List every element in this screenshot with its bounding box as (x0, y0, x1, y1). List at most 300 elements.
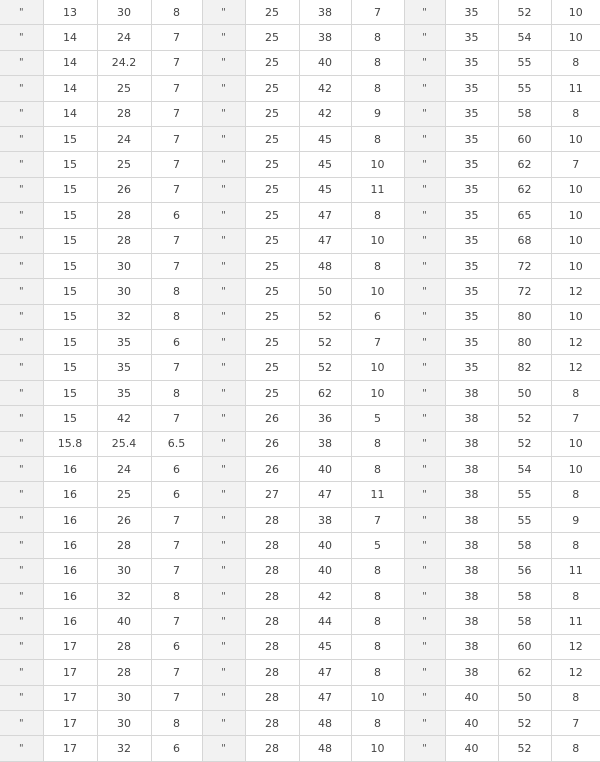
table-cell: 40 (97, 609, 151, 634)
ditto-mark-cell: " (0, 152, 43, 177)
table-row (0, 583, 600, 608)
table-cell: 62 (498, 660, 551, 685)
table-cell: 25 (97, 76, 151, 101)
table-cell: 25 (245, 25, 299, 50)
table-cell: 35 (445, 279, 498, 304)
table-cell: 7 (151, 76, 202, 101)
table-cell: 72 (498, 279, 551, 304)
table-cell: 28 (97, 660, 151, 685)
ditto-mark-cell: " (202, 228, 245, 253)
ditto-mark-cell: " (202, 736, 245, 761)
table-cell: 8 (351, 431, 404, 456)
table-cell: 45 (299, 634, 351, 659)
table-cell: 8 (151, 304, 202, 329)
table-cell: 25 (97, 482, 151, 507)
table-cell: 17 (43, 710, 97, 735)
ditto-mark-cell: " (202, 152, 245, 177)
table-cell: 25 (245, 177, 299, 202)
table-cell: 28 (245, 736, 299, 761)
table-row (0, 101, 600, 126)
table-cell: 10 (551, 304, 600, 329)
ditto-mark-cell: " (404, 431, 445, 456)
ditto-mark-cell: " (0, 0, 43, 25)
ditto-mark-cell: " (404, 482, 445, 507)
table-cell: 8 (351, 253, 404, 278)
table-cell: 60 (498, 634, 551, 659)
table-cell: 8 (151, 279, 202, 304)
table-cell: 45 (299, 126, 351, 151)
table-cell: 65 (498, 203, 551, 228)
ditto-mark-cell: " (202, 330, 245, 355)
table-cell: 28 (245, 660, 299, 685)
ditto-mark-cell: " (202, 355, 245, 380)
ditto-mark-cell: " (404, 533, 445, 558)
table-cell: 52 (498, 406, 551, 431)
table-cell: 17 (43, 660, 97, 685)
table-cell: 35 (445, 355, 498, 380)
table-cell: 50 (299, 279, 351, 304)
table-cell: 40 (445, 685, 498, 710)
ditto-mark-cell: " (0, 101, 43, 126)
table-cell: 8 (551, 533, 600, 558)
table-cell: 47 (299, 685, 351, 710)
table-cell: 35 (445, 253, 498, 278)
table-cell: 7 (351, 330, 404, 355)
table-cell: 8 (551, 380, 600, 405)
ditto-mark-cell: " (202, 583, 245, 608)
ditto-mark-cell: " (0, 330, 43, 355)
ditto-mark-cell: " (0, 507, 43, 532)
table-cell: 28 (245, 583, 299, 608)
table-cell: 58 (498, 101, 551, 126)
table-cell: 35 (445, 126, 498, 151)
table-cell: 28 (245, 634, 299, 659)
ditto-mark-cell: " (202, 507, 245, 532)
table-cell: 25 (245, 228, 299, 253)
ditto-mark-cell: " (0, 304, 43, 329)
table-cell: 17 (43, 736, 97, 761)
ditto-mark-cell: " (202, 482, 245, 507)
table-cell: 47 (299, 660, 351, 685)
table-cell: 7 (151, 685, 202, 710)
table-row (0, 330, 600, 355)
ditto-mark-cell: " (404, 253, 445, 278)
table-cell: 38 (299, 431, 351, 456)
ditto-mark-cell: " (0, 253, 43, 278)
table-row (0, 279, 600, 304)
table-cell: 10 (351, 152, 404, 177)
table-cell: 30 (97, 685, 151, 710)
ditto-mark-cell: " (0, 203, 43, 228)
table-cell: 28 (245, 533, 299, 558)
ditto-mark-cell: " (404, 330, 445, 355)
ditto-mark-cell: " (202, 253, 245, 278)
table-cell: 8 (351, 609, 404, 634)
ditto-mark-cell: " (404, 126, 445, 151)
ditto-mark-cell: " (404, 609, 445, 634)
table-cell: 38 (445, 406, 498, 431)
table-cell: 6 (151, 203, 202, 228)
table-cell: 15 (43, 253, 97, 278)
table-cell: 24 (97, 457, 151, 482)
table-cell: 25 (97, 152, 151, 177)
table-cell: 7 (151, 406, 202, 431)
ditto-mark-cell: " (404, 50, 445, 75)
ditto-mark-cell: " (0, 431, 43, 456)
ditto-mark-cell: " (202, 76, 245, 101)
ditto-mark-cell: " (0, 609, 43, 634)
table-cell: 7 (151, 355, 202, 380)
table-cell: 7 (151, 533, 202, 558)
ditto-mark-cell: " (202, 380, 245, 405)
table-cell: 25 (245, 50, 299, 75)
table-cell: 16 (43, 558, 97, 583)
table-cell: 8 (551, 685, 600, 710)
table-row (0, 177, 600, 202)
table-cell: 12 (551, 355, 600, 380)
table-cell: 40 (445, 710, 498, 735)
table-cell: 10 (551, 228, 600, 253)
table-row (0, 736, 600, 761)
ditto-mark-cell: " (404, 355, 445, 380)
table-cell: 82 (498, 355, 551, 380)
table-cell: 54 (498, 25, 551, 50)
table-cell: 42 (299, 583, 351, 608)
table-cell: 52 (299, 304, 351, 329)
table-cell: 35 (445, 25, 498, 50)
table-row (0, 76, 600, 101)
table-cell: 15 (43, 228, 97, 253)
table-cell: 10 (351, 736, 404, 761)
table-cell: 8 (551, 101, 600, 126)
table-cell: 7 (151, 50, 202, 75)
table-cell: 10 (551, 25, 600, 50)
table-cell: 36 (299, 406, 351, 431)
table-cell: 15 (43, 279, 97, 304)
ditto-mark-cell: " (0, 406, 43, 431)
table-cell: 40 (299, 558, 351, 583)
table-cell: 25 (245, 126, 299, 151)
ditto-mark-cell: " (404, 76, 445, 101)
table-cell: 10 (351, 380, 404, 405)
ditto-mark-cell: " (404, 203, 445, 228)
table-cell: 38 (445, 583, 498, 608)
table-row (0, 634, 600, 659)
table-cell: 24 (97, 126, 151, 151)
table-cell: 7 (151, 126, 202, 151)
table-cell: 60 (498, 126, 551, 151)
table-cell: 25 (245, 304, 299, 329)
table-cell: 7 (351, 0, 404, 25)
table-cell: 58 (498, 609, 551, 634)
table-cell: 25 (245, 355, 299, 380)
table-cell: 10 (351, 279, 404, 304)
table-cell: 7 (151, 660, 202, 685)
ditto-mark-cell: " (202, 609, 245, 634)
table-row (0, 380, 600, 405)
table-cell: 10 (551, 177, 600, 202)
ditto-mark-cell: " (202, 533, 245, 558)
table-cell: 25 (245, 0, 299, 25)
table-cell: 8 (351, 126, 404, 151)
table-cell: 68 (498, 228, 551, 253)
ditto-mark-cell: " (0, 533, 43, 558)
table-row (0, 228, 600, 253)
table-cell: 38 (445, 558, 498, 583)
table-cell: 35 (445, 0, 498, 25)
table-cell: 15 (43, 126, 97, 151)
table-cell: 50 (498, 685, 551, 710)
table-cell: 15 (43, 177, 97, 202)
ditto-mark-cell: " (404, 457, 445, 482)
table-cell: 27 (245, 482, 299, 507)
table-cell: 25 (245, 101, 299, 126)
table-cell: 26 (245, 406, 299, 431)
table-cell: 30 (97, 253, 151, 278)
table-cell: 38 (445, 533, 498, 558)
table-cell: 5 (351, 406, 404, 431)
table-cell: 38 (445, 609, 498, 634)
table-cell: 35 (97, 380, 151, 405)
table-cell: 30 (97, 279, 151, 304)
table-cell: 7 (551, 710, 600, 735)
ditto-mark-cell: " (202, 177, 245, 202)
table-cell: 8 (151, 710, 202, 735)
ditto-mark-cell: " (404, 710, 445, 735)
ditto-mark-cell: " (202, 457, 245, 482)
table-cell: 16 (43, 609, 97, 634)
table-cell: 6 (151, 634, 202, 659)
table-cell: 38 (445, 380, 498, 405)
ditto-mark-cell: " (0, 50, 43, 75)
table-cell: 52 (498, 0, 551, 25)
ditto-mark-cell: " (404, 583, 445, 608)
table-cell: 55 (498, 482, 551, 507)
table-cell: 52 (498, 736, 551, 761)
table-cell: 47 (299, 482, 351, 507)
table-cell: 7 (151, 177, 202, 202)
ditto-mark-cell: " (0, 355, 43, 380)
table-cell: 16 (43, 457, 97, 482)
table-cell: 30 (97, 0, 151, 25)
table-cell: 25 (245, 380, 299, 405)
table-cell: 8 (551, 583, 600, 608)
table-row (0, 660, 600, 685)
table-cell: 8 (551, 736, 600, 761)
table-cell: 11 (351, 177, 404, 202)
table-cell: 42 (299, 101, 351, 126)
table-row (0, 431, 600, 456)
table-cell: 8 (351, 457, 404, 482)
table-cell: 28 (245, 685, 299, 710)
ditto-mark-cell: " (404, 685, 445, 710)
table-cell: 7 (151, 609, 202, 634)
table-cell: 38 (299, 0, 351, 25)
table-cell: 35 (445, 177, 498, 202)
table-cell: 56 (498, 558, 551, 583)
table-cell: 10 (551, 253, 600, 278)
table-cell: 15 (43, 355, 97, 380)
table-cell: 38 (299, 25, 351, 50)
table-cell: 62 (299, 380, 351, 405)
table-cell: 12 (551, 660, 600, 685)
table-cell: 10 (351, 355, 404, 380)
ditto-mark-cell: " (202, 25, 245, 50)
ditto-mark-cell: " (0, 457, 43, 482)
table-cell: 35 (445, 50, 498, 75)
table-cell: 7 (151, 25, 202, 50)
table-cell: 8 (351, 76, 404, 101)
table-row (0, 0, 600, 25)
table-cell: 38 (445, 660, 498, 685)
ditto-mark-cell: " (202, 660, 245, 685)
table-cell: 40 (299, 457, 351, 482)
table-cell: 6 (151, 457, 202, 482)
table-cell: 13 (43, 0, 97, 25)
table-cell: 35 (445, 76, 498, 101)
table-cell: 40 (445, 736, 498, 761)
table-cell: 10 (551, 203, 600, 228)
table-cell: 80 (498, 304, 551, 329)
table-cell: 17 (43, 634, 97, 659)
table-cell: 58 (498, 583, 551, 608)
table-cell: 10 (551, 126, 600, 151)
table-row (0, 203, 600, 228)
table-cell: 42 (299, 76, 351, 101)
table-cell: 26 (97, 507, 151, 532)
table-cell: 45 (299, 152, 351, 177)
table-row (0, 253, 600, 278)
table-cell: 38 (445, 457, 498, 482)
table-cell: 8 (151, 380, 202, 405)
table-cell: 47 (299, 203, 351, 228)
table-cell: 28 (245, 710, 299, 735)
table-cell: 35 (445, 152, 498, 177)
table-cell: 58 (498, 533, 551, 558)
table-row (0, 507, 600, 532)
ditto-mark-cell: " (202, 304, 245, 329)
table-cell: 24 (97, 25, 151, 50)
ditto-mark-cell: " (404, 101, 445, 126)
table-cell: 10 (551, 431, 600, 456)
table-cell: 48 (299, 736, 351, 761)
table-cell: 7 (151, 228, 202, 253)
table-cell: 55 (498, 76, 551, 101)
table-cell: 28 (97, 101, 151, 126)
table-cell: 15 (43, 152, 97, 177)
table-cell: 45 (299, 177, 351, 202)
table-cell: 25 (245, 330, 299, 355)
ditto-mark-cell: " (404, 558, 445, 583)
table-cell: 11 (351, 482, 404, 507)
table-cell: 17 (43, 685, 97, 710)
table-cell: 38 (445, 634, 498, 659)
ditto-mark-cell: " (202, 710, 245, 735)
table-cell: 7 (151, 558, 202, 583)
table-cell: 28 (97, 203, 151, 228)
table-cell: 9 (551, 507, 600, 532)
table-cell: 8 (351, 203, 404, 228)
ditto-mark-cell: " (202, 406, 245, 431)
ditto-mark-cell: " (404, 177, 445, 202)
table-cell: 54 (498, 457, 551, 482)
table-cell: 7 (351, 507, 404, 532)
ditto-mark-cell: " (404, 304, 445, 329)
table-cell: 32 (97, 304, 151, 329)
ditto-mark-cell: " (202, 279, 245, 304)
table-row (0, 609, 600, 634)
table-row (0, 25, 600, 50)
table-cell: 15 (43, 380, 97, 405)
table-cell: 9 (351, 101, 404, 126)
table-cell: 8 (551, 50, 600, 75)
table-row (0, 533, 600, 558)
table-cell: 25 (245, 279, 299, 304)
table-cell: 6.5 (151, 431, 202, 456)
table-cell: 8 (151, 0, 202, 25)
ditto-mark-cell: " (202, 50, 245, 75)
ditto-mark-cell: " (404, 0, 445, 25)
table-cell: 15 (43, 330, 97, 355)
ditto-mark-cell: " (202, 0, 245, 25)
table-cell: 16 (43, 507, 97, 532)
ditto-mark-cell: " (0, 660, 43, 685)
table-cell: 52 (299, 330, 351, 355)
ditto-mark-cell: " (0, 634, 43, 659)
table-cell: 8 (351, 660, 404, 685)
table-row (0, 457, 600, 482)
table-row (0, 126, 600, 151)
table-row (0, 355, 600, 380)
table-cell: 25 (245, 152, 299, 177)
table-cell: 7 (151, 152, 202, 177)
table-cell: 44 (299, 609, 351, 634)
table-cell: 8 (351, 25, 404, 50)
table-cell: 15 (43, 406, 97, 431)
table-cell: 15.8 (43, 431, 97, 456)
table-cell: 6 (151, 330, 202, 355)
ditto-mark-cell: " (0, 126, 43, 151)
table-cell: 10 (351, 228, 404, 253)
table-cell: 40 (299, 50, 351, 75)
table-cell: 11 (551, 558, 600, 583)
table-cell: 10 (551, 457, 600, 482)
table-row (0, 406, 600, 431)
table-cell: 62 (498, 177, 551, 202)
ditto-mark-cell: " (404, 507, 445, 532)
table-cell: 16 (43, 533, 97, 558)
table-cell: 25.4 (97, 431, 151, 456)
table-cell: 7 (151, 253, 202, 278)
ditto-mark-cell: " (404, 660, 445, 685)
table-cell: 16 (43, 583, 97, 608)
table-cell: 12 (551, 634, 600, 659)
table-cell: 55 (498, 50, 551, 75)
table-cell: 25 (245, 253, 299, 278)
table-cell: 38 (299, 507, 351, 532)
ditto-mark-cell: " (202, 634, 245, 659)
ditto-mark-cell: " (404, 406, 445, 431)
ditto-mark-cell: " (0, 279, 43, 304)
table-cell: 72 (498, 253, 551, 278)
table-cell: 15 (43, 304, 97, 329)
table-cell: 32 (97, 583, 151, 608)
table-cell: 10 (551, 0, 600, 25)
ditto-mark-cell: " (0, 685, 43, 710)
table-row (0, 482, 600, 507)
table-cell: 28 (97, 634, 151, 659)
table-cell: 28 (245, 609, 299, 634)
